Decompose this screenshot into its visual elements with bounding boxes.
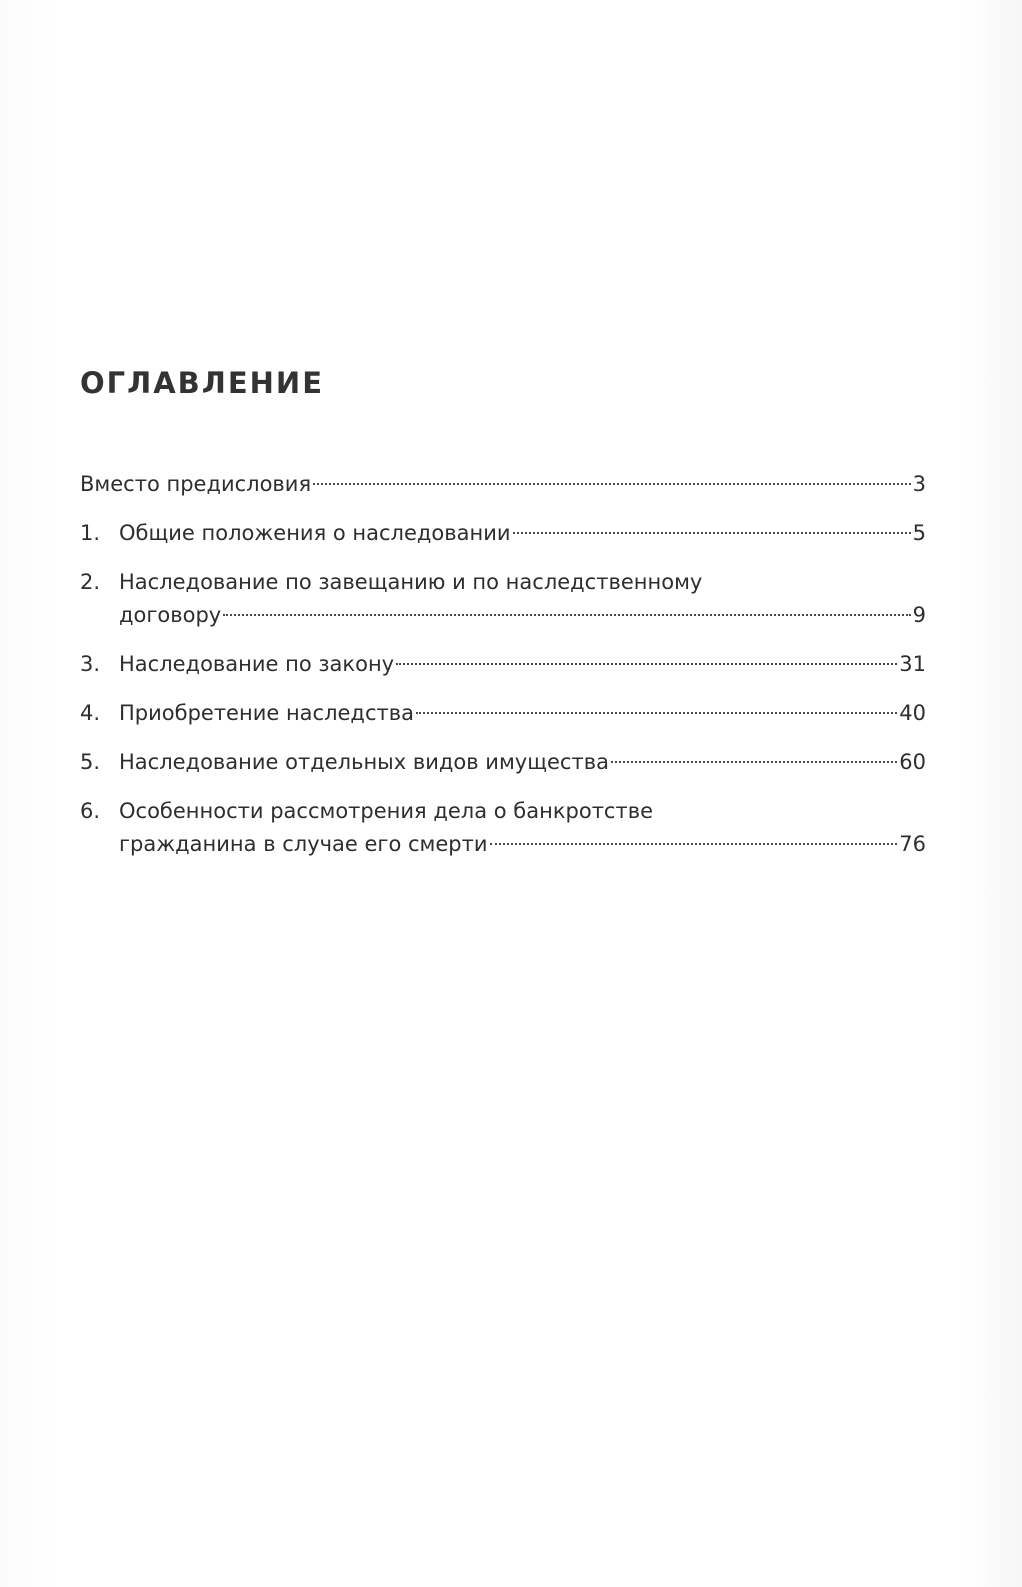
toc-entry-2 [80,566,926,632]
toc-entry-number: 2. [80,570,101,594]
toc-page-number: 76 [899,832,926,856]
dot-leader [611,761,897,763]
toc-entry-title: Приобретение наследства [119,701,414,725]
toc-line [119,795,926,828]
toc-entry-body [119,648,926,681]
toc-entry-number: 6. [80,799,101,823]
toc-entry-body [119,795,926,861]
toc-entry-1 [80,517,926,550]
toc-entry-body [119,566,926,632]
toc-entry-3 [80,648,926,681]
toc-entry-4 [80,697,926,730]
toc-entry-title: Наследование по завещанию и по наследственному [119,570,703,594]
toc-line [119,828,926,861]
toc-page-number: 31 [899,652,926,676]
toc-entry-5 [80,746,926,779]
toc-entry-number: 4. [80,701,101,725]
dot-leader [513,532,911,534]
toc-entry-body [119,746,926,779]
toc-entry-number: 5. [80,750,101,774]
toc-line [119,648,926,681]
toc-page-number: 40 [899,701,926,725]
toc-page-number: 9 [912,603,926,627]
toc-page-number: 3 [912,472,926,496]
toc-line [80,468,926,501]
toc-entry-6 [80,795,926,861]
toc-entry-title: Вместо предисловия [80,472,312,496]
toc-page-number: 5 [912,521,926,545]
toc-line [119,697,926,730]
toc-entry-title: Наследование отдельных видов имущества [119,750,609,774]
toc-entry-title-continued: гражданина в случае его смерти [119,832,488,856]
toc-entry-number: 3. [80,652,101,676]
toc-page-number: 60 [899,750,926,774]
dot-leader [490,843,898,845]
dot-leader [223,614,910,616]
page-title: ОГЛАВЛЕНИЕ [80,366,325,400]
toc-entry-body [80,468,926,501]
toc-entry-body [119,517,926,550]
toc-entry-number: 1. [80,521,101,545]
toc-entry-title: Особенности рассмотрения дела о банкротстве [119,799,654,823]
dot-leader [416,712,897,714]
toc-line [119,517,926,550]
toc-entry-title: Наследование по закону [119,652,395,676]
toc-entry-title-continued: договору [119,603,222,627]
table-of-contents [80,468,926,861]
toc-line [119,599,926,632]
toc-entry-foreword [80,468,926,501]
toc-line [119,746,926,779]
dot-leader [396,663,897,665]
toc-entry-body [119,697,926,730]
toc-entry-title: Общие положения о наследовании [119,521,511,545]
dot-leader [313,483,911,485]
toc-line [119,566,926,599]
